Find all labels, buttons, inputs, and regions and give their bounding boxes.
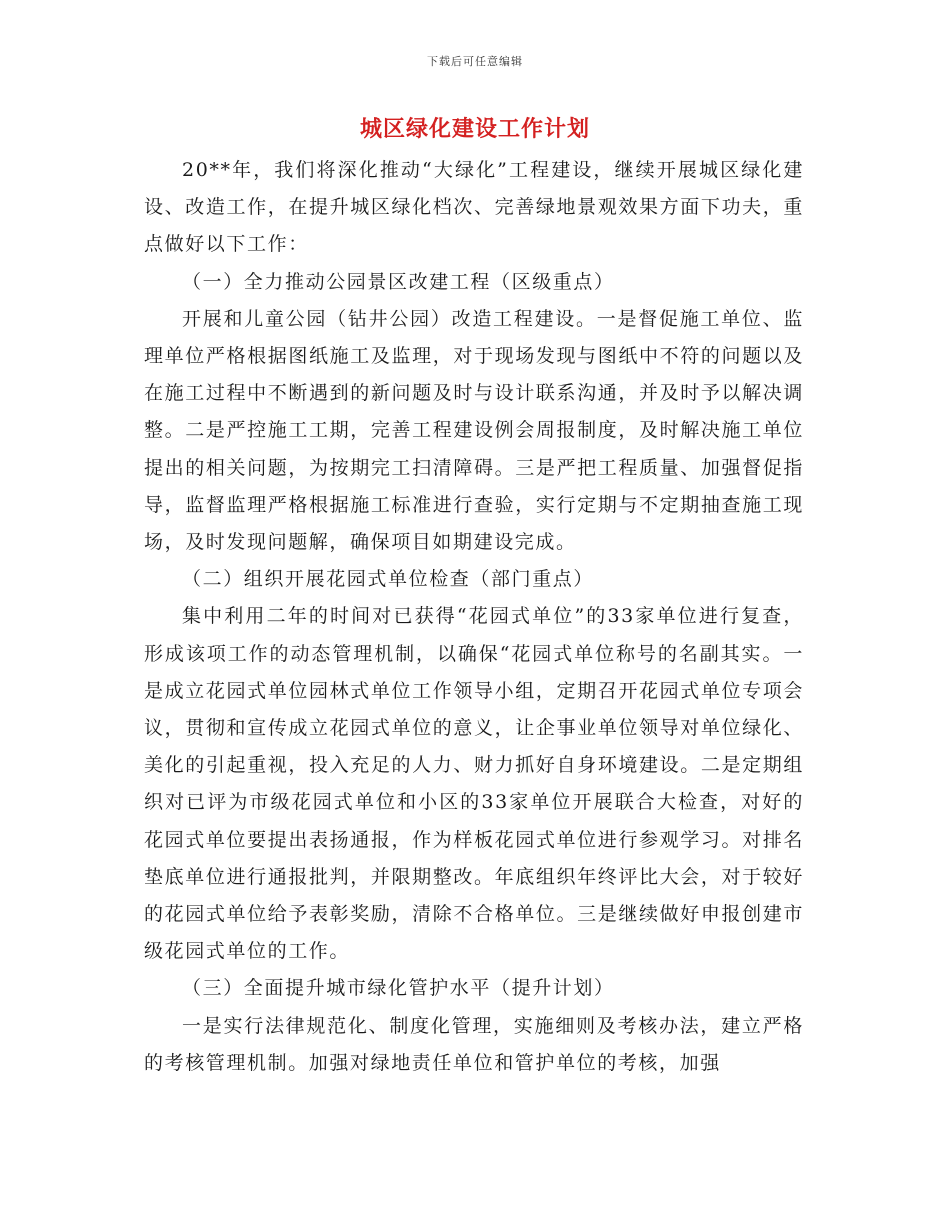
- section-heading-1: （一）全力推动公园景区改建工程（区级重点）: [182, 270, 615, 293]
- section-heading-2: （二）组织开展花园式单位检查（部门重点）: [182, 568, 595, 591]
- document-title: 城区绿化建设工作计划: [359, 116, 590, 142]
- header-note: 下载后可任意编辑: [427, 55, 523, 68]
- section-heading-3: （三）全面提升城市绿化管护水平（提升计划）: [182, 977, 615, 1000]
- document-body: [144, 152, 804, 1082]
- section-paragraph-1: 开展和儿童公园（钻井公园）改造工程建设。一是督促施工单位、监理单位严格根据图纸施工及监理，对于现场发现与图纸中不符的问题以及在施工过程中不断遇到的新问题及时与设计联系沟通，并及时予以解决调整。二是严控施工工期，完善工程建设例会周报制度，及时解决施工单位提出的相关问题，为按期完工扫清障碍。三是严把工程质量、加强督促指导，监督监理严格根据施工标准进行查验，实行定期与不定期抽查施工现场，及时发现问题解，确保项目如期建设完成。: [144, 307, 804, 554]
- section-paragraph-3: 一是实行法律规范化、制度化管理，实施细则及考核办法，建立严格的考核管理机制。加强对绿地责任单位和管护单位的考核，加强: [144, 1014, 804, 1074]
- section-paragraph-2: 集中利用二年的时间对已获得“花园式单位”的33家单位进行复查，形成该项工作的动态管理机制，以确保“花园式单位称号的名副其实。一是成立花园式单位园林式单位工作领导小组，定期召开花园式单位专项会议，贯彻和宣传成立花园式单位的意义，让企事业单位领导对单位绿化、美化的引起重视，投入充足的人力、财力抓好自身环境建设。二是定期组织对已评为市级花园式单位和小区的33家单位开展联合大检查，对好的花园式单位要提出表扬通报，作为样板花园式单位进行参观学习。对排名垫底单位进行通报批判，并限期整改。年底组织年终评比大会，对于较好的花园式单位给予表彰奖励，清除不合格单位。三是继续做好申报创建市级花园式单位的工作。: [144, 605, 804, 963]
- intro-paragraph: 20**年，我们将深化推动“大绿化”工程建设，继续开展城区绿化建设、改造工作，在提升城区绿化档次、完善绿地景观效果方面下功夫，重点做好以下工作：: [144, 159, 804, 256]
